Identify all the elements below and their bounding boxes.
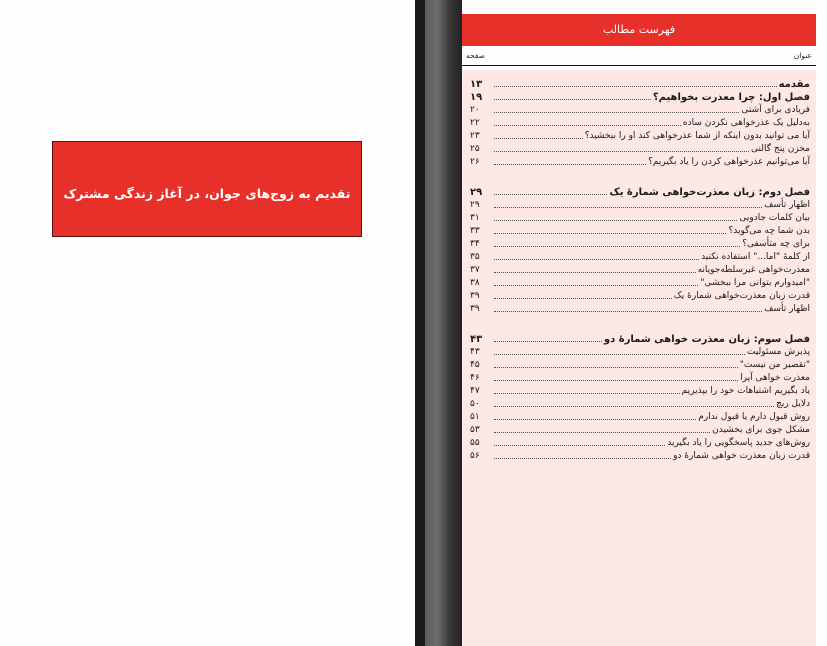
toc-title-bar (462, 14, 816, 46)
toc-entry-title: فصل دوم: زبان معذرت‌خواهی شمارهٔ یک (609, 187, 810, 198)
toc-entry-page: ۳۸ (470, 278, 480, 288)
toc-entry-row (462, 345, 816, 358)
toc-entry-row (462, 116, 816, 129)
toc-entry-row (462, 384, 816, 397)
toc-entry-title: فریادی برای آشتی (741, 105, 810, 115)
toc-entry-page: ۱۳ (470, 79, 483, 90)
toc-entry-row (462, 237, 816, 250)
toc-entry-page: ۵۰ (470, 399, 480, 409)
book-gutter (415, 0, 462, 646)
toc-entry-title: مقدمه (778, 79, 810, 90)
toc-entry-title: یاد بگیریم اشتباهات خود را بپذیریم (681, 386, 810, 396)
toc-entry-row (462, 371, 816, 384)
toc-entry-title: روش‌های جدید پاسخگویی را یاد بگیرید (667, 438, 810, 448)
toc-leader-dots (494, 393, 680, 394)
toc-entry-title: فصل سوم: زبان معذرت خواهی شمارهٔ دو (603, 334, 810, 345)
toc-entry-row (462, 276, 816, 289)
toc-leader-dots (494, 432, 710, 433)
toc-leader-dots (494, 285, 698, 286)
toc-entry-page: ۲۳ (470, 131, 480, 141)
toc-entry-page: ۲۶ (470, 157, 480, 167)
toc-entry-page: ۳۱ (470, 213, 480, 223)
toc-entry-row (462, 358, 816, 371)
toc-leader-dots (494, 380, 738, 381)
toc-entry-row (462, 410, 816, 423)
column-page-label: صفحه (466, 51, 486, 60)
toc-leader-dots (494, 406, 774, 407)
toc-entry-title: روش قبول دارم یا قبول ندارم (698, 412, 810, 422)
toc-body (462, 70, 816, 646)
toc-leader-dots (494, 341, 602, 342)
toc-leader-dots (494, 194, 607, 195)
toc-entry-title: به‌دلیل یک عذرخواهی نکردن ساده (682, 118, 810, 128)
toc-entry-page: ۲۲ (470, 118, 480, 128)
toc-entry-title: "تقصیر من نیست" (739, 360, 810, 370)
toc-entry-title: بدن شما چه می‌گوید؟ (728, 226, 810, 236)
toc-column-header (462, 51, 816, 66)
toc-entry-page: ۲۹ (470, 200, 480, 210)
toc-leader-dots (494, 164, 646, 165)
toc-entry-row (462, 155, 816, 168)
toc-entry-page: ۵۱ (470, 412, 480, 422)
toc-entry-row (462, 103, 816, 116)
toc-entry-row (462, 142, 816, 155)
toc-leader-dots (494, 220, 737, 221)
dedication-box (52, 141, 362, 237)
toc-entry-title: قدرت زبان معذرت خواهی شمارهٔ دو (673, 451, 810, 461)
toc-entry-row (462, 449, 816, 462)
toc-entry-page: ۵۳ (470, 425, 480, 435)
toc-title: فهرست مطالب (602, 23, 676, 36)
toc-entry-row (462, 423, 816, 436)
toc-leader-dots (494, 86, 777, 87)
toc-leader-dots (494, 367, 738, 368)
toc-leader-dots (494, 246, 740, 247)
toc-entry-page: ۳۵ (470, 252, 480, 262)
toc-chapter-row (462, 90, 816, 103)
toc-leader-dots (494, 138, 583, 139)
toc-leader-dots (494, 99, 651, 100)
toc-entry-title: "امیدوارم بتوانی مرا ببخشی" (700, 278, 810, 288)
toc-leader-dots (494, 125, 681, 126)
toc-leader-dots (494, 112, 739, 113)
toc-entry-row (462, 129, 816, 142)
toc-entry-page: ۴۵ (470, 360, 480, 370)
toc-entry-row (462, 436, 816, 449)
column-title-label: عنوان (793, 51, 812, 60)
toc-entry-row (462, 397, 816, 410)
toc-leader-dots (494, 445, 665, 446)
toc-entry-title: آیا می توانید بدون اینکه از شما عذرخواهی کند او را ببخشید؟ (584, 131, 810, 141)
toc-entry-title: برای چه متأسفی؟ (742, 239, 810, 249)
right-page (462, 0, 827, 646)
toc-entry-page: ۵۶ (470, 451, 480, 461)
toc-entry-page: ۵۵ (470, 438, 480, 448)
toc-entry-page: ۴۳ (470, 347, 480, 357)
toc-leader-dots (494, 354, 745, 355)
toc-entry-title: آیا می‌توانیم عذرخواهی کردن را یاد بگیریم؟ (648, 157, 810, 167)
toc-entry-title: معذرت خواهی آپرا (740, 373, 810, 383)
toc-entry-row (462, 198, 816, 211)
toc-entry-title: اظهار تأسف (764, 304, 810, 314)
toc-entry-page: ۴۷ (470, 386, 480, 396)
toc-entry-title: مخزن پنج گالنی (751, 144, 810, 154)
toc-leader-dots (494, 207, 762, 208)
toc-entry-title: بیان کلمات جادویی (739, 213, 810, 223)
toc-entry-title: اظهار تأسف (764, 200, 810, 210)
toc-entry-title: پذیرش مسئولیت (746, 347, 810, 357)
toc-leader-dots (494, 259, 699, 260)
toc-entry-row (462, 302, 816, 315)
toc-leader-dots (494, 151, 749, 152)
toc-entry-row (462, 263, 816, 276)
toc-entry-page: ۳۹ (470, 291, 480, 301)
toc-entry-row (462, 211, 816, 224)
dedication-text: تقدیم به زوج‌های جوان، در آغاز زندگی مشترک (63, 186, 351, 201)
toc-leader-dots (494, 298, 672, 299)
toc-entry-page: ۳۹ (470, 304, 480, 314)
toc-chapter-row (462, 168, 816, 198)
toc-entry-page: ۲۰ (470, 105, 480, 115)
toc-entry-row (462, 224, 816, 237)
toc-entry-title: مشکل جوی برای بخشیدن (712, 425, 810, 435)
toc-entry-title: دلایل ریچ (776, 399, 810, 409)
toc-entry-title: قدرت زبان معذرت‌خواهی شمارهٔ یک (673, 291, 810, 301)
toc-entry-title: فصل اول: چرا معذرت بخواهیم؟ (652, 92, 810, 103)
toc-entry-page: ۲۵ (470, 144, 480, 154)
toc-entry-row (462, 250, 816, 263)
toc-entry-page: ۳۴ (470, 239, 480, 249)
toc-entry-page: ۴۶ (470, 373, 480, 383)
toc-entry-page: ۴۳ (470, 334, 483, 345)
toc-entry-title: از کلمهٔ "اما..." استفاده نکنید (701, 252, 810, 262)
toc-leader-dots (494, 458, 671, 459)
toc-chapter-row (462, 315, 816, 345)
toc-entry-row (462, 289, 816, 302)
toc-entry-title: معذرت‌خواهی غیرسلطه‌جویانه (697, 265, 810, 275)
toc-leader-dots (494, 311, 762, 312)
toc-list (462, 77, 816, 462)
toc-leader-dots (494, 233, 726, 234)
toc-leader-dots (494, 272, 696, 273)
toc-entry-page: ۲۹ (470, 187, 483, 198)
toc-entry-page: ۳۷ (470, 265, 480, 275)
toc-leader-dots (494, 419, 696, 420)
toc-entry-page: ۳۳ (470, 226, 480, 236)
toc-entry-page: ۱۹ (470, 92, 483, 103)
toc-chapter-row (462, 77, 816, 90)
